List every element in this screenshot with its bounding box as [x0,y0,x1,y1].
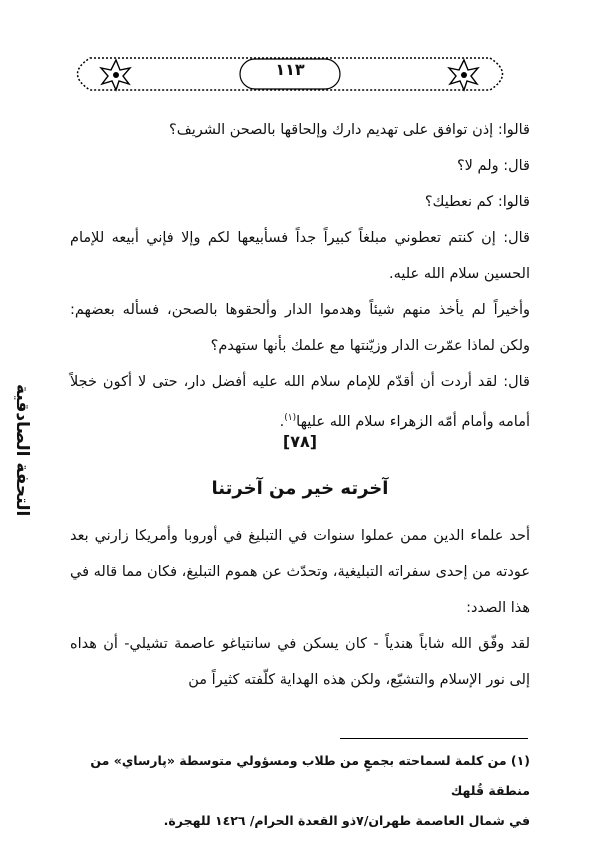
paragraph: قال: ولم لا؟ [456,158,530,174]
paragraph: قال: لقد أردت أن أقدّم للإمام سلام الله عليه أفضل دار، حتى لا أكون خجلاً أمامه وأمام أمّه الزهراء سلام الله عليها [70,374,530,430]
footnote-line: في شمال العاصمة طهران/٧ذو القعدة الحرام/ ١٤٢٦ للهجرة. [163,813,530,828]
section-text-block [70,518,530,698]
left-star-ornament-icon [101,60,130,90]
footnote-line: (١) من كلمة لسماحته بجمعٍ من طلاب ومسؤولي متوسطة «پارساي» من منطقة قُلهك [90,753,530,798]
section-number: [٧٨] [282,432,318,451]
page-header [50,50,530,98]
right-star-ornament-icon [449,60,478,90]
footnote-divider [340,738,528,739]
paragraph: أحد علماء الدين ممن عملوا سنوات في التبليغ في أوروبا وأمريكا زارني بعد عودته من إحدى سفراته التبليغية، وتحدّث عن هموم التبليغ، فكان مما قاله في هذا الصدد: [70,528,530,616]
footnote-block [70,746,530,836]
paragraph-with-footnote: قال: لقد أردت أن أقدّم للإمام سلام الله عليه أفضل دار، حتى لا أكون خجلاً أمامه وأمام أمّه الزهراء سلام الله عليها$^{(١)}$. [70,374,530,430]
paragraph: قالوا: إذن توافق على تهديم دارك وإلحاقها بالصحن الشريف؟ [169,122,530,138]
running-title: التحفة الصادقية [12,383,32,517]
main-text-block [70,112,530,440]
footnote-marker: (١) [284,413,297,423]
section-title: آخرته خير من آخرتنا [211,478,389,499]
paragraph: قال: إن كنتم تعطوني مبلغاً كبيراً جداً فسأبيعها لكم وإلا فإني أبيعه للإمام الحسين سلام الله عليه. [70,230,530,282]
paragraph: لقد وفّق الله شاباً هندياً - كان يسكن في سانتياغو عاصمة تشيلي- أن هداه إلى نور الإسلام والتشيّع، ولكن هذه الهداية كلّفته كثيراً من [70,636,530,688]
paragraph: قالوا: كم نعطيك؟ [424,194,530,210]
page-number: ١١٣ [275,60,305,79]
paragraph: وأخيراً لم يأخذ منهم شيئاً وهدموا الدار وألحقوها بالصحن، فسأله بعضهم: ولكن لماذا عمّرت الدار وزيّنتها مع علمك بأنها ستهدم؟ [70,302,530,354]
